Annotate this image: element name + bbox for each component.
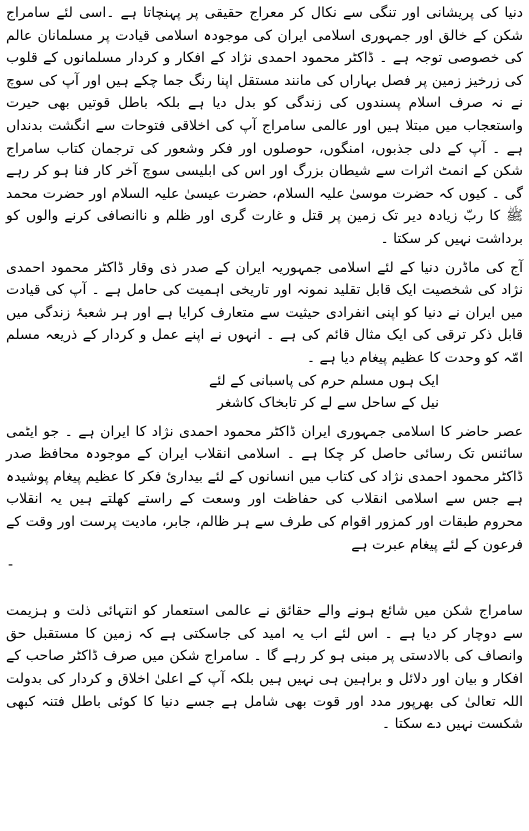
dash-mark: - <box>8 557 14 574</box>
paragraph-4: سامراج شکن میں شائع ہونے والے حقائق نے عالمی استعمار کو انتہائی ذلت و ہزیمت سے دوچار کر دیا ہے ۔ اس لئے اب یہ امید کی جاسکتی ہے کہ زمین کا مستقبل حق وانصاف کی بالادستی پر مبنی ہو کر رہے گا ۔ سامراج شکن میں صرف ڈاکٹر صاحب کے افکار و بیان اور دلائل و براہین ہی نہیں ہیں بلکہ آپ کے اعلیٰ اخلاق و کردار کی بدولت اللہ تعالیٰ کی بھرپور مدد اور قوت بھی شامل ہے جسے دنیا کا کوئی باطل فتنہ کبھی شکست نہیں دے سکتا ۔ <box>6 603 523 733</box>
paragraph-2: آج کی ماڈرن دنیا کے لئے اسلامی جمہوریہ ایران کے صدر ذی وقار ڈاکٹر محمود احمدی نژاد کی شخصیت ایک قابل تقلید نمونہ اور تاریخی اہمیت کی حامل ہے ۔ آپ کی قیادت میں ایران نے دنیا کو اپنی انفرادی حیثیت سے متعارف کرایا ہے اور ہر شعبۂ زندگی میں قابل ذکر ترقی کی ایک مثال قائم کی ہے ۔ انہوں نے اپنے عمل و کردار کے ذریعہ مسلم امّہ کو وحدت کا عظیم پیغام دیا ہے ۔ <box>6 259 523 366</box>
verse-line-2: نیل کے ساحل سے لے کر تابخاک کاشغر <box>217 395 439 412</box>
spacer <box>6 574 523 600</box>
paragraph-1: دنیا کی پریشانی اور تنگی سے نکال کر معراج حقیقی پر پہنچاتا ہے ۔اسی لئے سامراج شکن کے خالق اور جمہوری اسلامی ایران کی موجودہ اسلامی قیادت پر مسلمانان عالم کی خصوصی توجہ ہے ۔ ڈاکٹر محمود احمدی نژاد کے افکار و کردار مسلمانوں کے قلوب کی زرخیز زمین پر فصل بہاراں کی مانند مستقل اپنا رنگ جما چکے ہیں اور آپ کی سوچ نے نہ صرف اسلام پسندوں کی زندگی کو بدل دیا ہے بلکہ باطل قوتیں بھی حیرت واستعجاب میں مبتلا ہیں اور عالمی سامراج آپ کی اخلاقی فتوحات سے انگشت بدنداں ہے ۔ آپ کے دلی جذبوں، امنگوں، حوصلوں اور فکر وشعور کی ترجمان کتاب سامراج شکن کے انمٹ اثرات سے شیطان بزرگ اور اس کی ابلیسی سوچ آخر کار فنا ہو کر رہے گی ۔ کیوں کہ حضرت موسیٰ علیہ السلام، حضرت عیسیٰ علیہ السلام اور حضرت محمد ﷺ کا ربّ زیادہ دیر تک زمین پر قتل و غارت گری اور ظلم و ناانصافی کرنے والوں کو برداشت نہیں کر سکتا ۔ <box>6 5 523 247</box>
verse-line-1: ایک ہوں مسلم حرم کی پاسبانی کے لئے <box>208 372 439 389</box>
paragraph-3: عصر حاضر کا اسلامی جمہوری ایران ڈاکٹر محمود احمدی نژاد کا ایران ہے ۔ جو ایٹمی سائنس تک رسائی حاصل کر چکا ہے ۔ اسلامی انقلاب ایران کے موجودہ محافظ صدر ڈاکٹر محمود احمدی نژاد کی کتاب میں انسانوں کے لئے بیداریٔ فکر کا عظیم پیغام پوشیدہ ہے جس سے اسلامی انقلاب کی حفاظت اور وسعت کے راستے کھلتے ہیں یہ انقلاب محروم طبقات اور کمزور اقوام کی طرف سے ہر ظالم، جابر، مادیت پرست اور وقت کے فرعون کے لئے پیغام عبرت ہے <box>6 423 523 553</box>
